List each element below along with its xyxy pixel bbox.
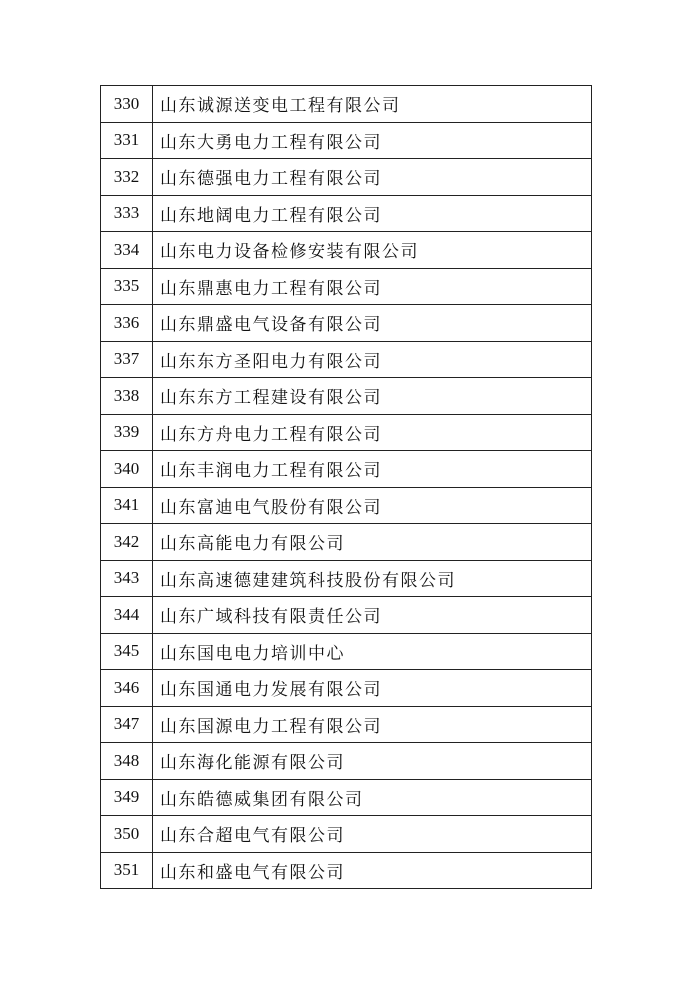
row-number: 346 (101, 670, 153, 707)
table-row (101, 451, 592, 488)
company-name: 山东东方工程建设有限公司 (153, 378, 592, 415)
row-number: 335 (101, 268, 153, 305)
row-number: 341 (101, 487, 153, 524)
company-name: 山东诚源送变电工程有限公司 (153, 86, 592, 123)
row-number: 338 (101, 378, 153, 415)
row-number: 336 (101, 305, 153, 342)
table-row (101, 524, 592, 561)
company-name: 山东高能电力有限公司 (153, 524, 592, 561)
table-row (101, 414, 592, 451)
row-number: 349 (101, 779, 153, 816)
company-name: 山东大勇电力工程有限公司 (153, 122, 592, 159)
company-name: 山东和盛电气有限公司 (153, 852, 592, 889)
table-row (101, 670, 592, 707)
table-row (101, 779, 592, 816)
company-name: 山东富迪电气股份有限公司 (153, 487, 592, 524)
company-name: 山东国电电力培训中心 (153, 633, 592, 670)
company-name: 山东鼎盛电气设备有限公司 (153, 305, 592, 342)
row-number: 340 (101, 451, 153, 488)
table-row (101, 378, 592, 415)
company-name: 山东电力设备检修安装有限公司 (153, 232, 592, 269)
table-row (101, 195, 592, 232)
company-name: 山东东方圣阳电力有限公司 (153, 341, 592, 378)
company-name: 山东海化能源有限公司 (153, 743, 592, 780)
table-row (101, 159, 592, 196)
company-name: 山东合超电气有限公司 (153, 816, 592, 853)
company-name: 山东鼎惠电力工程有限公司 (153, 268, 592, 305)
company-name: 山东地阔电力工程有限公司 (153, 195, 592, 232)
row-number: 343 (101, 560, 153, 597)
table-row (101, 487, 592, 524)
table-row (101, 852, 592, 889)
row-number: 350 (101, 816, 153, 853)
table-row (101, 305, 592, 342)
row-number: 351 (101, 852, 153, 889)
row-number: 342 (101, 524, 153, 561)
table-row (101, 816, 592, 853)
table-row (101, 633, 592, 670)
row-number: 331 (101, 122, 153, 159)
row-number: 347 (101, 706, 153, 743)
company-name: 山东丰润电力工程有限公司 (153, 451, 592, 488)
row-number: 334 (101, 232, 153, 269)
row-number: 337 (101, 341, 153, 378)
row-number: 333 (101, 195, 153, 232)
company-name: 山东国源电力工程有限公司 (153, 706, 592, 743)
row-number: 332 (101, 159, 153, 196)
row-number: 330 (101, 86, 153, 123)
company-name: 山东方舟电力工程有限公司 (153, 414, 592, 451)
table-row (101, 268, 592, 305)
row-number: 344 (101, 597, 153, 634)
company-name: 山东德强电力工程有限公司 (153, 159, 592, 196)
table-row (101, 86, 592, 123)
table-row (101, 232, 592, 269)
row-number: 339 (101, 414, 153, 451)
table-row (101, 706, 592, 743)
company-name: 山东皓德威集团有限公司 (153, 779, 592, 816)
company-list-body (101, 86, 592, 889)
company-name: 山东广域科技有限责任公司 (153, 597, 592, 634)
table-row (101, 122, 592, 159)
company-name: 山东国通电力发展有限公司 (153, 670, 592, 707)
table-row (101, 743, 592, 780)
table-row (101, 341, 592, 378)
company-name: 山东高速德建建筑科技股份有限公司 (153, 560, 592, 597)
table-row (101, 597, 592, 634)
company-list-table (100, 85, 592, 889)
row-number: 345 (101, 633, 153, 670)
table-row (101, 560, 592, 597)
row-number: 348 (101, 743, 153, 780)
